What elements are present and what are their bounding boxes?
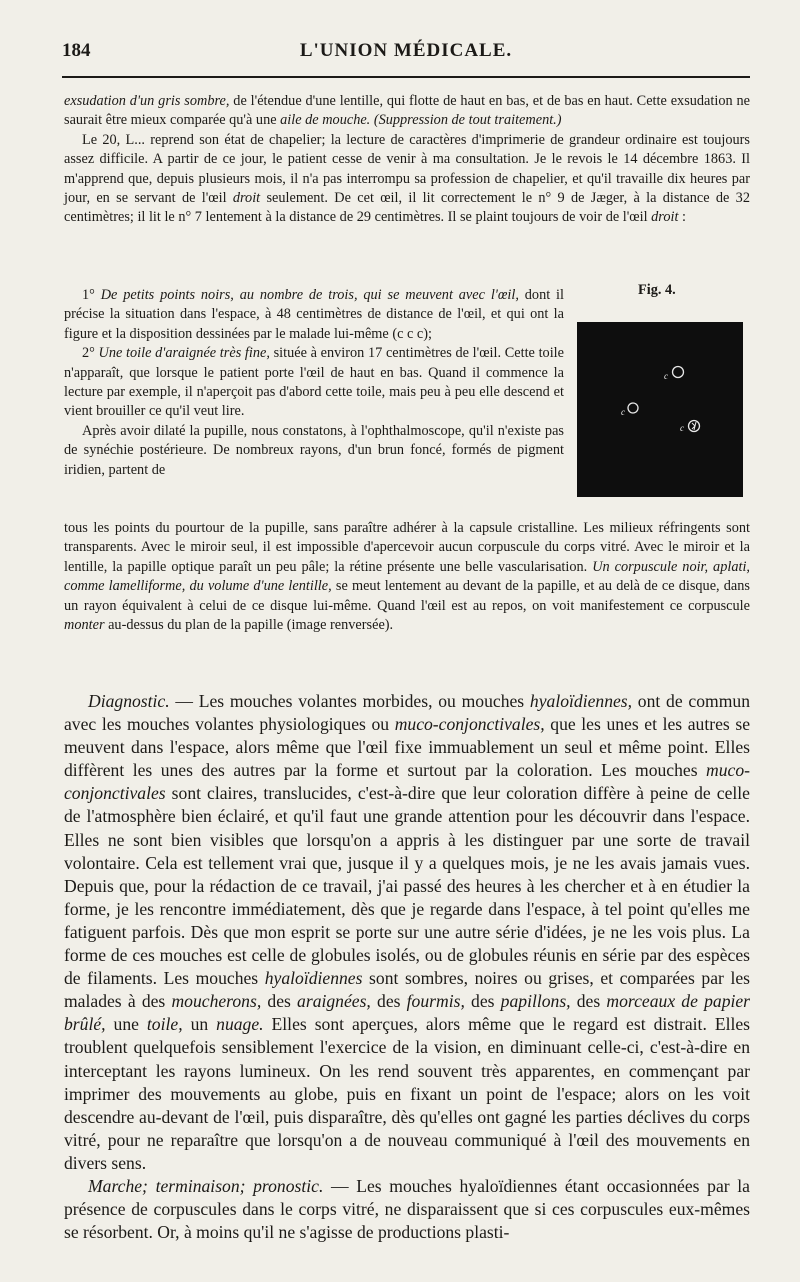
text: dont il précise la situation dans l'espace, à 48 centimètres de distance de l'œil, et qui ont la figure et la disposition dessinées par le malade lui-même (c c c); [64, 287, 564, 342]
text: des [370, 991, 407, 1012]
text: seulement. De cet œil, il lit correctement le n° 9 de Jæger, à la distance de 32 centimètres; il lit le n° 7 lentement à la distance de 29 centimètres. Il se plaint toujours de voir de l'œil [64, 190, 750, 226]
paragraph-marche [64, 1175, 750, 1244]
italic-text: muco-conjonctivales, [394, 714, 545, 735]
text: 1° [82, 287, 101, 303]
page-number: 184 [62, 40, 91, 61]
text: au-dessus du plan de la papille (image renversée). [104, 617, 394, 634]
list-item-2 [64, 344, 564, 422]
paragraph-diagnostic [64, 690, 750, 1175]
section-heading: Marche; terminaison; pronostic. [88, 1175, 324, 1196]
text: Le 20, L... reprend son état de chapelier; la lecture de caractères d'imprimerie de grandeur ordinaire est toujours assez difficile. A partir de ce jour, le patient cesse de venir à ma consultation. Je le revois le 14 décembre 1863. Il m'apprend que, depuis plusieurs mois, il n'a pas interrompu sa profession de chapelier, et qu'il travaille dix heures par jour, en se servant de l'œil [64, 131, 750, 207]
diagnostic-section [64, 690, 750, 1244]
text: 2° [82, 345, 99, 362]
text: — Les mouches hyaloïdiennes étant occasionnées par la présence de corpuscules dans le corps vitré, ne disparaissent que si ces corpuscules eux-mêmes se résorbent. Or, à moins qu'il ne s'agisse de productions plasti- [64, 1175, 750, 1243]
italic-text: hyaloïdiennes, [529, 691, 633, 711]
italic-text: droit [232, 190, 261, 207]
text: — Les mouches volantes morbides, ou mouches [169, 691, 530, 711]
text: un [182, 1014, 217, 1035]
italic-text: fourmis, [406, 991, 465, 1012]
paragraph-case-followup [64, 131, 750, 228]
figure-label: Fig. 4. [638, 282, 676, 298]
figure-mark-c: c [680, 423, 684, 433]
text: ont de commun avec les mouches volantes physiologiques ou [64, 691, 750, 735]
italic-text: De petits points noirs, au nombre de trois, qui se meuvent avec l'œil, [100, 287, 519, 303]
paragraph-exam-continuation [64, 519, 750, 635]
italic-text: morceaux de papier brûlé, [64, 991, 751, 1035]
floater-circle [628, 403, 638, 413]
section-heading: Diagnostic. [88, 691, 170, 711]
header-rule [62, 76, 750, 78]
case-exam-text [64, 519, 750, 635]
text: des [570, 991, 607, 1012]
italic-text: papillons, [500, 991, 571, 1012]
figure-vitreous-floaters [577, 322, 743, 497]
italic-text: aile de mouche. (Suppression de tout traitement.) [280, 112, 562, 129]
text: tous les points du pourtour de la pupille, sans paraître adhérer à la capsule cristalline. Les milieux réfringents sont transparents. Avec le miroir seul, il est impossible d'apercevoir aucun corpuscule du corps vitré. Avec le miroir et la lentille, la papille optique paraît un peu pâle; la rétine présente une belle vascularisation. [64, 520, 750, 575]
text: des [261, 991, 298, 1012]
italic-text: Un corpuscule noir, aplati, comme lamelliforme, du volume d'une lentille, [64, 558, 750, 595]
italic-text: monter [64, 617, 105, 634]
italic-text: Une toile d'araignée très fine, [98, 345, 270, 362]
paragraph-continuation [64, 92, 750, 131]
italic-text: nuage. [216, 1014, 264, 1035]
floater-detail [692, 422, 696, 430]
text: Elles sont aperçues, alors même que le regard est distrait. Elles troublent quelquefois sensiblement l'exercice de la vision, en diminuant celle-ci, c'est-à-dire en interceptant les rayons lumineux. On les rend souvent très apparentes, en commençant par imprimer des mouvements au globe, puis en fixant un point de l'espace; alors on les voit descendre au-devant de l'œil, puis disparaître, dès qu'elles ont gagné les parties déclives du corps vitré, pour ne reparaître que lorsqu'on a de nouveau communiqué à l'œil des mouvements en divers sens. [64, 1014, 751, 1173]
text: de l'étendue d'une lentille, qui flotte de haut en bas, et de bas en haut. Cette exsudation ne saurait être mieux comparée qu'à une [64, 93, 750, 129]
italic-text: moucherons, [171, 991, 262, 1012]
text: se meut lentement au devant de la papille, et au delà de ce disque, dans un rayon équivalent à celui de ce disque lui-même. Quand l'œil est au repos, on voit manifestement ce corpuscule [64, 578, 750, 614]
paragraph-exam-start [64, 422, 564, 480]
case-narrow-text [64, 286, 564, 480]
italic-text: droit [651, 209, 679, 226]
floater-circle [673, 367, 684, 378]
italic-text: exsudation d'un gris sombre, [64, 93, 230, 109]
page-header [62, 40, 750, 68]
text: située à environ 17 centimètres de l'œil. Cette toile n'apparaît, que lorsque le patient porte l'œil de haut en bas. Quand il commence la lecture par exemple, il n'aperçoit pas d'abord cette toile, mais peu à peu elle descend et vient brouiller ce qu'il veut lire. [64, 345, 564, 420]
italic-text: toile, [146, 1014, 183, 1035]
italic-text: araignées, [297, 991, 371, 1012]
text: une [105, 1014, 147, 1035]
italic-text: muco-conjonctivales [64, 760, 750, 804]
text: : [678, 209, 686, 226]
text: sont claires, translucides, c'est-à-dire que leur coloration diffère à peine de celle de l'atmosphère bien éclairé, et qu'il faut une grande attention pour les découvrir dans l'espace. Elles ne sont bien visibles que lorsqu'on a appris à les distinguer par une sorte de travail volontaire. Cela est tellement vrai que, jusque il y a quelques mois, je ne les avais jamais vues. Depuis que, pour la rédaction de ce travail, j'ai passé des heures à les chercher et à en étudier la forme, je les rencontre immédiatement, dès que je regarde dans l'espace, à tel point qu'elles me fatiguent parfois. Dès que mon esprit se porte sur une autre série d'idées, je ne les vois plus. La forme de ces mouches est celle de globules isolés, ou de globules réunis en série par des espèces de filaments. Les mouches [64, 783, 750, 989]
figure-mark-c: c [664, 371, 668, 381]
case-top-text [64, 92, 750, 228]
floaters-drawing [577, 322, 743, 497]
text: des [464, 991, 501, 1012]
text: Après avoir dilaté la pupille, nous constatons, à l'ophthalmoscope, qu'il n'existe pas de synéchie postérieure. De nombreux rayons, d'un brun foncé, formés de pigment iridien, partent de [64, 422, 564, 478]
text: que les unes et les autres se meuvent dans l'espace, alors même que l'œil fixe immuablement un seul et même point. Elles diffèrent les unes des autres par la forme et surtout par la coloration. Les mouches [64, 714, 750, 781]
italic-text: hyaloïdiennes [264, 968, 363, 989]
list-item-1 [64, 286, 564, 344]
running-title: L'UNION MÉDICALE. [299, 40, 513, 61]
figure-mark-c: c [621, 407, 625, 417]
text: sont sombres, noires ou grises, et comparées par les malades à des [64, 968, 750, 1012]
